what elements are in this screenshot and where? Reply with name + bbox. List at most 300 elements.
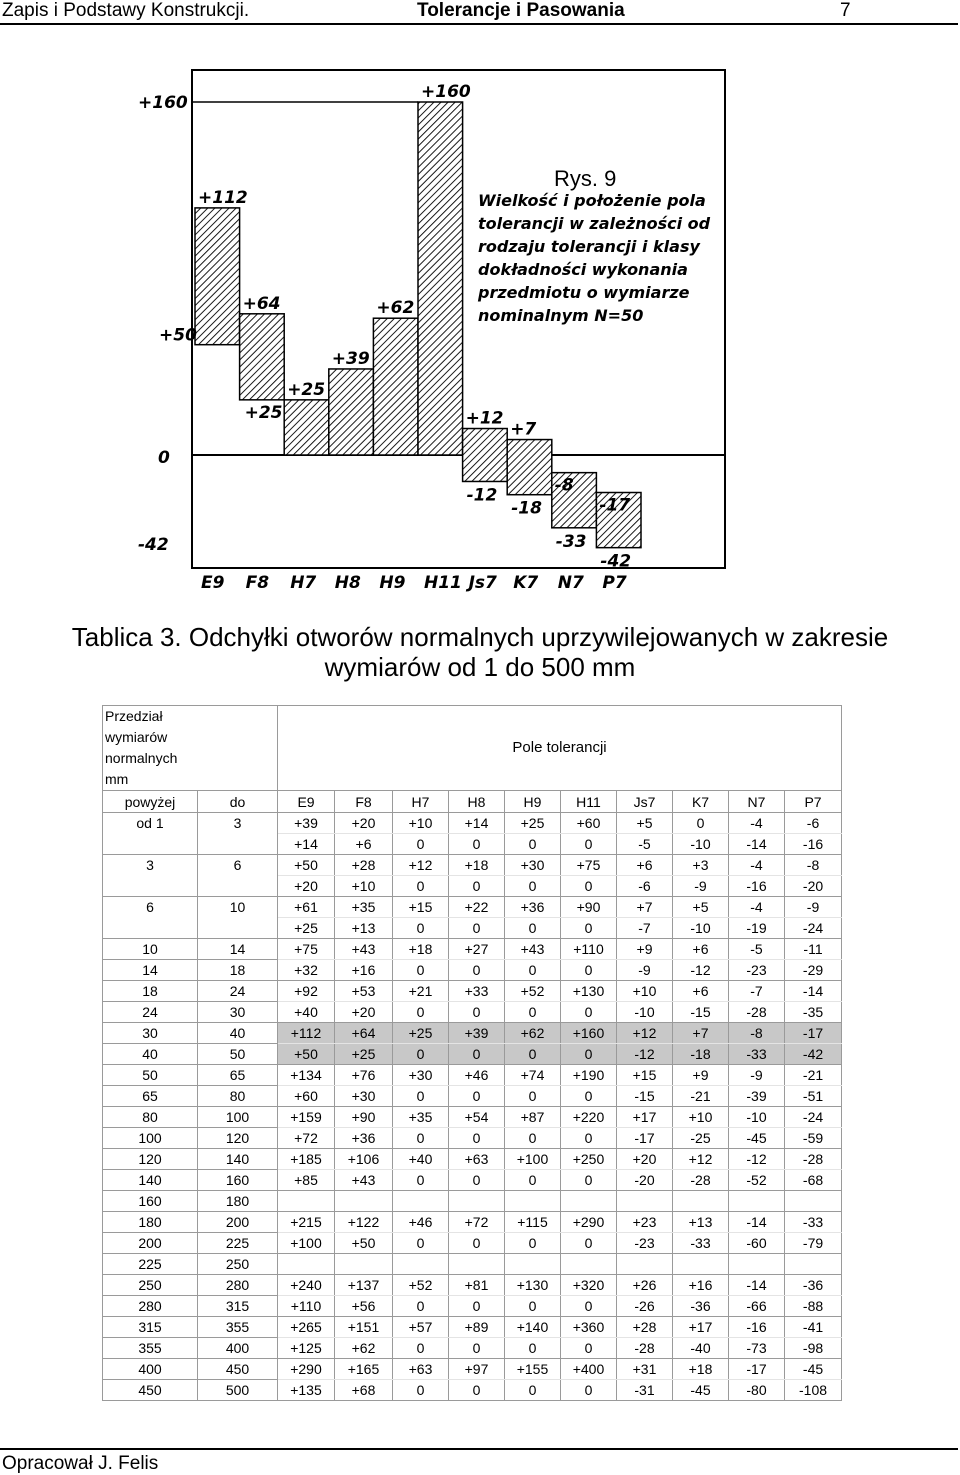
range-from-cell: 3	[103, 855, 198, 897]
deviation-cell: -14	[729, 1275, 785, 1296]
deviation-cell: +28	[335, 855, 393, 876]
header-course-title: Zapis i Podstawy Konstrukcji.	[2, 0, 250, 21]
deviation-cell: -23	[617, 1233, 673, 1254]
figure-rys-9	[130, 66, 740, 603]
deviation-cell: +134	[278, 1065, 335, 1086]
deviation-cell: +18	[393, 939, 449, 960]
deviation-cell: -4	[729, 855, 785, 876]
deviation-cell: -60	[729, 1233, 785, 1254]
y-tick-label: 0	[158, 448, 170, 468]
deviation-cell: -11	[785, 939, 842, 960]
deviation-cell: +50	[278, 855, 335, 876]
deviation-cell: -52	[729, 1170, 785, 1191]
y-tick-label: +160	[138, 93, 188, 113]
deviation-cell: +89	[449, 1317, 505, 1338]
deviation-cell: -4	[729, 897, 785, 918]
deviation-cell: 0	[505, 834, 561, 855]
range-from-cell: 18	[103, 981, 198, 1002]
table-row	[103, 1023, 842, 1044]
range-to-cell: 180	[198, 1191, 278, 1212]
deviation-cell: -10	[617, 1002, 673, 1023]
range-to-cell: 400	[198, 1338, 278, 1359]
lower-value-label: -33	[555, 531, 587, 552]
tolerance-bar-h7	[284, 400, 329, 455]
deviation-cell: +40	[278, 1002, 335, 1023]
deviation-cell: 0	[561, 1233, 617, 1254]
deviation-cell: -18	[673, 1044, 729, 1065]
deviation-cell: +35	[393, 1107, 449, 1128]
deviation-cell: +110	[278, 1296, 335, 1317]
deviation-cell: 0	[561, 1002, 617, 1023]
figure-caption-line: przedmiotu o wymiarze	[478, 283, 690, 302]
deviation-cell: 0	[449, 1002, 505, 1023]
deviation-cell: +30	[505, 855, 561, 876]
deviation-cell	[673, 1191, 729, 1212]
deviation-cell: +32	[278, 960, 335, 981]
deviation-cell	[393, 1254, 449, 1275]
deviation-cell: 0	[449, 960, 505, 981]
deviation-cell: -39	[729, 1086, 785, 1107]
range-to-cell: 315	[198, 1296, 278, 1317]
deviation-cell: 0	[393, 918, 449, 939]
deviation-cell: 0	[505, 1002, 561, 1023]
upper-value-label: +39	[331, 348, 370, 369]
range-header-line: Przedział	[105, 708, 163, 724]
deviation-cell: +12	[393, 855, 449, 876]
table-row	[103, 1107, 842, 1128]
deviation-cell: +74	[505, 1065, 561, 1086]
deviation-cell: -10	[673, 834, 729, 855]
deviation-cell: -9	[729, 1065, 785, 1086]
deviation-cell	[335, 1254, 393, 1275]
range-from-cell: 10	[103, 939, 198, 960]
deviation-cell: -79	[785, 1233, 842, 1254]
range-to-cell: 30	[198, 1002, 278, 1023]
deviation-cell: -31	[617, 1380, 673, 1401]
range-header-cell	[103, 706, 278, 791]
deviation-cell: +6	[673, 981, 729, 1002]
deviation-cell: +3	[673, 855, 729, 876]
deviation-cell: +43	[335, 939, 393, 960]
deviation-cell: +62	[335, 1338, 393, 1359]
deviation-cell: 0	[393, 834, 449, 855]
tolerance-bar-h11	[418, 102, 463, 455]
range-to-cell: 120	[198, 1128, 278, 1149]
deviation-cell: -6	[785, 813, 842, 834]
deviation-cell: 0	[449, 1128, 505, 1149]
deviation-cell: -15	[673, 1002, 729, 1023]
range-to-cell: 160	[198, 1170, 278, 1191]
range-to-cell: 80	[198, 1086, 278, 1107]
table-row	[103, 1086, 842, 1107]
deviation-cell: +61	[278, 897, 335, 918]
deviation-cell: -14	[785, 981, 842, 1002]
deviation-cell: +220	[561, 1107, 617, 1128]
deviation-cell: +22	[449, 897, 505, 918]
upper-value-label: +7	[510, 419, 537, 440]
deviation-cell: +25	[393, 1023, 449, 1044]
x-category-label: P7	[602, 573, 627, 593]
deviation-cell: -20	[617, 1170, 673, 1191]
deviation-cell: 0	[449, 918, 505, 939]
deviation-cell: -33	[673, 1233, 729, 1254]
deviation-cell: 0	[561, 1128, 617, 1149]
deviation-cell: 0	[449, 1170, 505, 1191]
deviation-cell: -80	[729, 1380, 785, 1401]
deviation-cell: +137	[335, 1275, 393, 1296]
table-row	[103, 1065, 842, 1086]
deviation-cell: 0	[505, 1086, 561, 1107]
deviation-cell: -45	[785, 1359, 842, 1380]
table-row	[103, 1002, 842, 1023]
deviation-cell: 0	[449, 1296, 505, 1317]
deviation-cell: 0	[505, 1233, 561, 1254]
deviation-cell: 0	[673, 813, 729, 834]
deviation-cell	[785, 1191, 842, 1212]
deviation-cell: -7	[617, 918, 673, 939]
lower-value-label: -18	[511, 498, 542, 519]
deviation-cell: +76	[335, 1065, 393, 1086]
deviation-cell: 0	[393, 1002, 449, 1023]
table-row	[103, 1149, 842, 1170]
range-from-cell: 250	[103, 1275, 198, 1296]
deviation-cell: -17	[617, 1128, 673, 1149]
range-to-cell: 50	[198, 1044, 278, 1065]
figure-caption-line: Wielkość i położenie pola	[478, 191, 706, 210]
deviation-cell: +81	[449, 1275, 505, 1296]
deviation-cell: +130	[505, 1275, 561, 1296]
deviation-cell: 0	[393, 876, 449, 897]
deviation-cell: +140	[505, 1317, 561, 1338]
deviation-cell: +6	[335, 834, 393, 855]
deviation-cell: +16	[335, 960, 393, 981]
upper-value-label: -8	[554, 475, 574, 496]
deviation-cell: -9	[785, 897, 842, 918]
column-header-h9: H9	[505, 791, 561, 813]
table-row	[103, 813, 842, 834]
deviation-cell: -17	[729, 1359, 785, 1380]
header-rule	[0, 23, 958, 25]
deviation-cell: +60	[278, 1086, 335, 1107]
range-from-cell: 160	[103, 1191, 198, 1212]
deviation-cell: -21	[673, 1086, 729, 1107]
lower-value-label: +25	[244, 402, 283, 423]
deviation-cell: -12	[729, 1149, 785, 1170]
deviation-cell: +20	[335, 1002, 393, 1023]
range-from-cell: 450	[103, 1380, 198, 1401]
tolerance-bar-k7	[507, 440, 552, 495]
range-from-cell: 30	[103, 1023, 198, 1044]
deviation-cell: -9	[673, 876, 729, 897]
deviation-cell: -41	[785, 1317, 842, 1338]
deviation-cell: -8	[785, 855, 842, 876]
deviation-cell: +122	[335, 1212, 393, 1233]
deviation-cell: +240	[278, 1275, 335, 1296]
deviation-cell: -20	[785, 876, 842, 897]
footer-rule	[0, 1448, 958, 1450]
deviation-cell: +25	[505, 813, 561, 834]
upper-value-label: +12	[465, 408, 504, 429]
deviation-cell: +13	[335, 918, 393, 939]
x-category-label: F8	[245, 573, 270, 593]
table-row	[103, 1212, 842, 1233]
range-to-cell: 3	[198, 813, 278, 855]
range-to-cell: 65	[198, 1065, 278, 1086]
range-from-cell: od 1	[103, 813, 198, 855]
deviation-cell: -16	[729, 1317, 785, 1338]
deviation-cell	[449, 1254, 505, 1275]
deviation-cell: -36	[785, 1275, 842, 1296]
table-header-row	[103, 706, 842, 791]
deviation-cell: +92	[278, 981, 335, 1002]
deviation-cell: -51	[785, 1086, 842, 1107]
deviation-cell: -14	[729, 1212, 785, 1233]
deviation-cell: +106	[335, 1149, 393, 1170]
header-page-number: 7	[840, 0, 851, 21]
deviation-cell: +75	[278, 939, 335, 960]
range-from-cell: 80	[103, 1107, 198, 1128]
range-from-cell: 24	[103, 1002, 198, 1023]
deviation-cell: +54	[449, 1107, 505, 1128]
deviation-cell: 0	[561, 1170, 617, 1191]
deviation-cell: +5	[617, 813, 673, 834]
deviation-cell: 0	[393, 1170, 449, 1191]
deviation-cell: +135	[278, 1380, 335, 1401]
table-row	[103, 939, 842, 960]
deviation-cell: 0	[561, 1296, 617, 1317]
deviation-cell: +360	[561, 1317, 617, 1338]
deviation-cell: -17	[785, 1023, 842, 1044]
table-row	[103, 1191, 842, 1212]
deviation-cell	[617, 1254, 673, 1275]
upper-value-label: +160	[421, 82, 471, 102]
table-row	[103, 855, 842, 876]
range-from-cell: 50	[103, 1065, 198, 1086]
deviation-cell: +46	[449, 1065, 505, 1086]
tolerance-bar-h9	[373, 318, 418, 455]
y-tick-label: -42	[138, 535, 169, 555]
deviation-cell: +63	[449, 1149, 505, 1170]
column-header-row	[103, 791, 842, 813]
column-header-js7: Js7	[617, 791, 673, 813]
deviation-cell: -33	[729, 1044, 785, 1065]
deviation-cell: +52	[393, 1275, 449, 1296]
deviation-cell: +10	[393, 813, 449, 834]
deviation-cell	[278, 1254, 335, 1275]
deviation-cell: +10	[335, 876, 393, 897]
column-header-e9: E9	[278, 791, 335, 813]
deviation-cell: -12	[617, 1044, 673, 1065]
deviation-cell: 0	[449, 834, 505, 855]
tolerance-bar-h8	[329, 369, 374, 455]
range-from-cell: 280	[103, 1296, 198, 1317]
deviation-cell	[673, 1254, 729, 1275]
range-to-cell: 14	[198, 939, 278, 960]
deviation-cell: 0	[561, 834, 617, 855]
deviation-cell: +39	[449, 1023, 505, 1044]
deviation-cell: -16	[729, 876, 785, 897]
deviation-cell: 0	[449, 1044, 505, 1065]
deviation-cell: +215	[278, 1212, 335, 1233]
deviation-cell	[785, 1254, 842, 1275]
deviation-cell: +110	[561, 939, 617, 960]
range-to-cell: 24	[198, 981, 278, 1002]
deviation-cell	[505, 1254, 561, 1275]
deviation-cell: +20	[278, 876, 335, 897]
deviation-cell: +155	[505, 1359, 561, 1380]
deviation-cell: -25	[673, 1128, 729, 1149]
table-row	[103, 1338, 842, 1359]
deviation-cell: +87	[505, 1107, 561, 1128]
deviation-cell: -35	[785, 1002, 842, 1023]
range-to-cell: 450	[198, 1359, 278, 1380]
x-category-label: Js7	[468, 573, 497, 593]
deviation-cell: +27	[449, 939, 505, 960]
deviation-cell: 0	[561, 1086, 617, 1107]
deviation-cell: +290	[278, 1359, 335, 1380]
figure-caption-line: rodzaju tolerancji i klasy	[478, 237, 700, 256]
deviation-cell: 0	[505, 1296, 561, 1317]
deviation-cell	[729, 1254, 785, 1275]
deviation-cell: -6	[617, 876, 673, 897]
deviation-cell: 0	[449, 1338, 505, 1359]
table-row	[103, 1359, 842, 1380]
deviation-cell: -28	[673, 1170, 729, 1191]
range-from-cell: 140	[103, 1170, 198, 1191]
deviation-cell: -26	[617, 1296, 673, 1317]
deviation-cell: -68	[785, 1170, 842, 1191]
deviation-cell: -36	[673, 1296, 729, 1317]
deviation-cell: -16	[785, 834, 842, 855]
range-from-cell: 315	[103, 1317, 198, 1338]
deviation-cell: 0	[449, 1233, 505, 1254]
deviation-cell: 0	[505, 876, 561, 897]
deviation-cell: +190	[561, 1065, 617, 1086]
range-from-cell: 400	[103, 1359, 198, 1380]
deviation-cell: -5	[617, 834, 673, 855]
deviation-cell: +160	[561, 1023, 617, 1044]
column-header-from: powyżej	[103, 791, 198, 813]
range-from-cell: 225	[103, 1254, 198, 1275]
table-row	[103, 981, 842, 1002]
upper-value-label: +64	[242, 293, 281, 314]
tolerance-deviation-table	[102, 705, 842, 1401]
deviation-cell: +57	[393, 1317, 449, 1338]
deviation-cell: +50	[335, 1233, 393, 1254]
deviation-cell: +43	[335, 1170, 393, 1191]
range-from-cell: 200	[103, 1233, 198, 1254]
deviation-cell: +31	[617, 1359, 673, 1380]
deviation-cell: +9	[617, 939, 673, 960]
deviation-cell: +36	[335, 1128, 393, 1149]
deviation-cell: +46	[393, 1212, 449, 1233]
lower-value-label: +50	[159, 325, 197, 346]
table-title-line-1: Tablica 3. Odchyłki otworów normalnych uprzywilejowanych w zakresie	[71, 622, 889, 652]
deviation-cell: -10	[729, 1107, 785, 1128]
deviation-cell: +320	[561, 1275, 617, 1296]
tolerance-bar-f8	[240, 314, 285, 400]
range-from-cell: 100	[103, 1128, 198, 1149]
deviation-cell: -33	[785, 1212, 842, 1233]
range-from-cell: 120	[103, 1149, 198, 1170]
deviation-cell: +53	[335, 981, 393, 1002]
deviation-cell: -19	[729, 918, 785, 939]
deviation-cell: -73	[729, 1338, 785, 1359]
deviation-cell: -28	[617, 1338, 673, 1359]
table-row	[103, 1044, 842, 1065]
deviation-cell	[335, 1191, 393, 1212]
deviation-cell: 0	[561, 1338, 617, 1359]
deviation-cell: 0	[505, 1170, 561, 1191]
deviation-cell: -45	[729, 1128, 785, 1149]
range-to-cell: 355	[198, 1317, 278, 1338]
deviation-cell: +15	[617, 1065, 673, 1086]
deviation-cell: +185	[278, 1149, 335, 1170]
deviation-cell: +9	[673, 1065, 729, 1086]
deviation-cell: +6	[673, 939, 729, 960]
page-footer	[0, 1448, 960, 1475]
deviation-cell: +25	[278, 918, 335, 939]
deviation-cell: 0	[561, 960, 617, 981]
footer-author: Opracował J. Felis	[2, 1453, 159, 1474]
lower-value-label: -42	[600, 551, 632, 572]
deviation-cell: 0	[505, 1044, 561, 1065]
deviation-cell: 0	[561, 876, 617, 897]
deviation-cell: -23	[729, 960, 785, 981]
deviation-cell: -24	[785, 1107, 842, 1128]
column-header-h11: H11	[561, 791, 617, 813]
deviation-cell: -10	[673, 918, 729, 939]
deviation-cell: +85	[278, 1170, 335, 1191]
range-from-cell: 6	[103, 897, 198, 939]
deviation-cell: -7	[729, 981, 785, 1002]
tolerance-bar-js7	[463, 429, 508, 482]
deviation-cell	[561, 1191, 617, 1212]
tolerance-field-chart	[130, 66, 740, 598]
deviation-cell: +28	[617, 1317, 673, 1338]
deviation-cell: -28	[729, 1002, 785, 1023]
deviation-cell: +6	[617, 855, 673, 876]
deviation-cell: +290	[561, 1212, 617, 1233]
deviation-cell: -59	[785, 1128, 842, 1149]
deviation-cell: +23	[617, 1212, 673, 1233]
deviation-cell: +13	[673, 1212, 729, 1233]
figure-caption-line: tolerancji w zależności od	[478, 214, 711, 233]
deviation-cell: +64	[335, 1023, 393, 1044]
deviation-cell: +25	[335, 1044, 393, 1065]
deviation-cell: +52	[505, 981, 561, 1002]
deviation-cell	[505, 1191, 561, 1212]
range-header-line: mm	[105, 771, 129, 787]
column-header-h7: H7	[393, 791, 449, 813]
range-to-cell: 280	[198, 1275, 278, 1296]
deviation-cell: +265	[278, 1317, 335, 1338]
deviation-cell: -42	[785, 1044, 842, 1065]
deviation-cell: +112	[278, 1023, 335, 1044]
deviation-cell: -108	[785, 1380, 842, 1401]
range-to-cell: 140	[198, 1149, 278, 1170]
deviation-cell: +100	[278, 1233, 335, 1254]
range-to-cell: 225	[198, 1233, 278, 1254]
table-row	[103, 1170, 842, 1191]
range-from-cell: 40	[103, 1044, 198, 1065]
range-to-cell: 250	[198, 1254, 278, 1275]
upper-value-label: +62	[376, 298, 415, 319]
deviation-cell: 0	[393, 1233, 449, 1254]
deviation-cell: +16	[673, 1275, 729, 1296]
deviation-cell: +20	[335, 813, 393, 834]
table-title	[0, 622, 960, 682]
